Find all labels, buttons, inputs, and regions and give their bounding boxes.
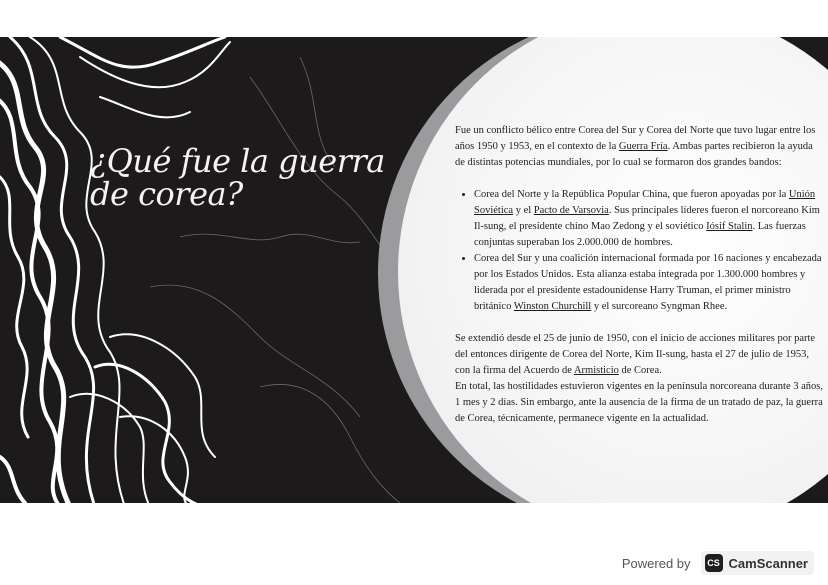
slide-title: ¿Qué fue la guerra de corea? [90, 142, 385, 213]
link-guerra-fria[interactable]: Guerra Fría [618, 141, 668, 152]
conclusion-paragraph: En total, las hostilidades estuvieron vigentes en la península norcoreana durante 3 años, 1 mes y 2 días. Sin embargo, ante la ausencia de la firma de un tratado de paz, la guerra de Corea, técnicamente, permanece vigente en la actualidad. [455, 381, 823, 424]
link-armisticio[interactable]: Armisticio [573, 365, 619, 376]
sides-list [455, 187, 825, 315]
duration-paragraph: Se extendió desde el 25 de junio de 1950, con el inicio de acciones militares por parte del entonces dirigente de Corea del Norte, Kim Il-sung, hasta el 27 de julio de 1953, con la firma del Acuerdo de Armisticio de Corea. [455, 333, 816, 376]
list-item: • Corea del Sur y una coalición internacional formada por 16 naciones y encabezada por los Estados Unidos. Esta alianza estaba integrada por 1.300.000 hombres y liderada por el presidente estadounidense Harry Truman, el primer ministro británico Winston Churchill y el surcoreano Syngman Rhee. [474, 251, 825, 315]
camscanner-watermark [622, 548, 814, 578]
link-pacto-de-varsovia[interactable]: Pacto de Varsovia [533, 205, 609, 216]
link-union-sovietica[interactable]: Unión Soviética [474, 189, 816, 216]
camscanner-brand-label: CamScanner [728, 555, 808, 571]
camscanner-badge [701, 551, 814, 575]
slide-body [455, 123, 825, 427]
camscanner-logo-icon: CS [705, 554, 723, 572]
list-item: • Corea del Norte y la República Popular China, que fueron apoyadas por la Unión Soviética y el Pacto de Varsovia. Sus principales líderes fueron el norcoreano Kim Il-sung, el presidente chino Mao Zedong y el soviético Iósif Stalin. Las fuerzas conjuntas superaban los 2.000.000 de hombres. [474, 187, 825, 251]
powered-by-label: Powered by [621, 555, 691, 571]
link-winston-churchill[interactable]: Winston Churchill [513, 301, 592, 312]
slide [0, 37, 828, 503]
link-iosif-stalin[interactable]: Iósif Stalin [706, 221, 753, 232]
intro-paragraph: Fue un conflicto bélico entre Corea del Sur y Corea del Norte que tuvo lugar entre los años 1950 y 1953, en el contexto de la Guerra Fría. Ambas partes recibieron la ayuda de distintas potencias mundiales, por lo cual se formaron dos grandes bandos: [455, 125, 816, 168]
